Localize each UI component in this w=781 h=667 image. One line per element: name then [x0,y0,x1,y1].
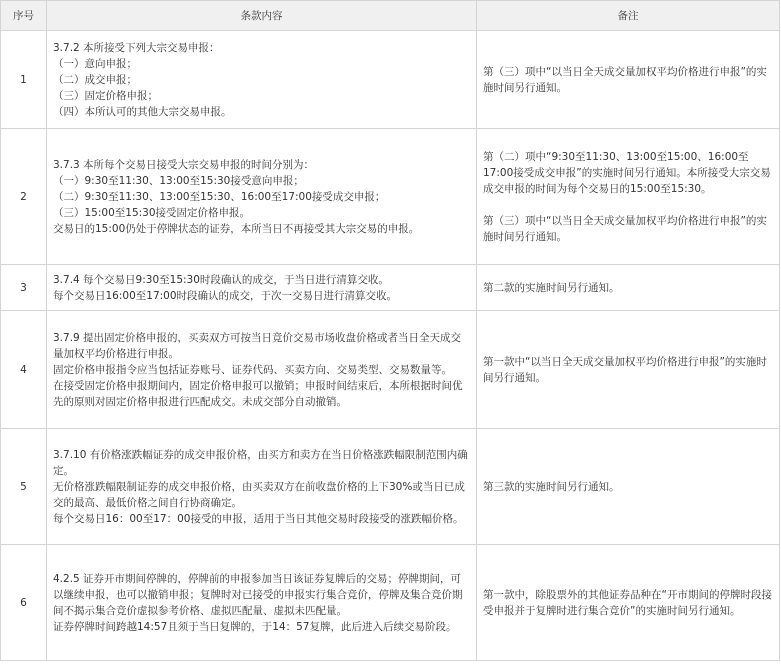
clause-line: 固定价格申报指令应当包括证券账号、证券代码、买卖方向、交易类型、交易数量等。 [53,363,452,376]
clause-line: （四）本所认可的其他大宗交易申报。 [53,105,232,118]
remark [477,311,780,429]
clause-line: （二）9:30至11:30、13:00至15:30、16:00至17:00接受成交申报； [53,190,386,203]
remark [477,265,780,311]
row-number: 6 [1,545,47,661]
clause-line: （一）意向申报； [53,57,137,70]
remark-text: 第（二）项中“9:30至11:30、13:00至15:00、16:00至17:00接受成交申报”的实施时间另行通知。本所接受大宗交易成交申报的时间为每个交易日的15:00至15:30。 [483,150,771,195]
remark-spacer [483,197,774,213]
remark-text: 第三款的实施时间另行通知。 [483,480,620,493]
row-number: 1 [1,31,47,129]
clause-line: 每个交易日16:00至17:00时段确认的成交，于次一交易日进行清算交收。 [53,289,398,302]
clause-content [47,265,477,311]
remark-text: 第（三）项中“以当日全天成交量加权平均价格进行申报”的实施时间另行通知。 [483,214,767,243]
table-row [1,129,780,265]
row-number: 5 [1,429,47,545]
clause-line: 证券停牌时间跨越14:57且须于当日复牌的，于14：57复牌，此后进入后续交易阶段。 [53,620,457,633]
clause-line: 3.7.2 本所接受下列大宗交易申报： [53,41,220,54]
table-header-row [1,1,780,31]
clause-content [47,429,477,545]
remark-text: 第一款中，除股票外的其他证券品种在“开市期间的停牌时段接受申报并于复牌时进行集合竞价”的实施时间另行通知。 [483,588,772,617]
header-note: 备注 [477,1,780,31]
clause-line: 在接受固定价格申报期间内，固定价格申报可以撤销；申报时间结束后，本所根据时间优先的原则对固定价格申报进行匹配成交。未成交部分自动撤销。 [53,379,463,408]
table-row [1,265,780,311]
clause-line: （二）成交申报； [53,73,137,86]
clause-line: 无价格涨跌幅限制证券的成交申报价格，由买卖双方在前收盘价格的上下30%或当日已成交的最高、最低价格之间自行协商确定。 [53,480,465,509]
clause-line: （一）9:30至11:30、13:00至15:30接受意向申报； [53,174,304,187]
remark [477,31,780,129]
clause-line: 交易日的15:00仍处于停牌状态的证券，本所当日不再接受其大宗交易的申报。 [53,222,420,235]
clause-line: 3.7.4 每个交易日9:30至15:30时段确认的成交，于当日进行清算交收。 [53,273,389,286]
clause-line: 每个交易日16：00至17：00接受的申报，适用于当日其他交易时段接受的涨跌幅价格。 [53,512,464,525]
clause-content [47,311,477,429]
table-row [1,429,780,545]
clause-content [47,545,477,661]
table-row [1,311,780,429]
clause-content [47,31,477,129]
row-number: 2 [1,129,47,265]
header-content: 条款内容 [47,1,477,31]
table-row [1,545,780,661]
clause-line: （三）15:00至15:30接受固定价格申报。 [53,206,251,219]
clause-line: （三）固定价格申报； [53,89,158,102]
row-number: 3 [1,265,47,311]
remark-text: 第二款的实施时间另行通知。 [483,281,620,294]
remark-text: 第（三）项中“以当日全天成交量加权平均价格进行申报”的实施时间另行通知。 [483,65,767,94]
header-num: 序号 [1,1,47,31]
remark [477,429,780,545]
table-row [1,31,780,129]
clause-line: 3.7.10 有价格涨跌幅证券的成交申报价格，由买方和卖方在当日价格涨跌幅限制范围内确定。 [53,448,468,477]
clause-line: 3.7.9 提出固定价格申报的，买卖双方可按当日竞价交易市场收盘价格或者当日全天成交量加权平均价格进行申报。 [53,331,462,360]
clause-line: 3.7.3 本所每个交易日接受大宗交易申报的时间分别为： [53,158,315,171]
remark [477,545,780,661]
clause-line: 4.2.5 证券开市期间停牌的，停牌前的申报参加当日该证券复牌后的交易；停牌期间，可以继续申报，也可以撤销申报；复牌时对已接受的申报实行集合竞价，停牌及集合竞价期间不揭示集合竞价虚拟参考价格、虚拟匹配量、虚拟未匹配量。 [53,572,463,617]
clause-content [47,129,477,265]
remark [477,129,780,265]
row-number: 4 [1,311,47,429]
remark-text: 第一款中“以当日全天成交量加权平均价格进行申报”的实施时间另行通知。 [483,355,767,384]
